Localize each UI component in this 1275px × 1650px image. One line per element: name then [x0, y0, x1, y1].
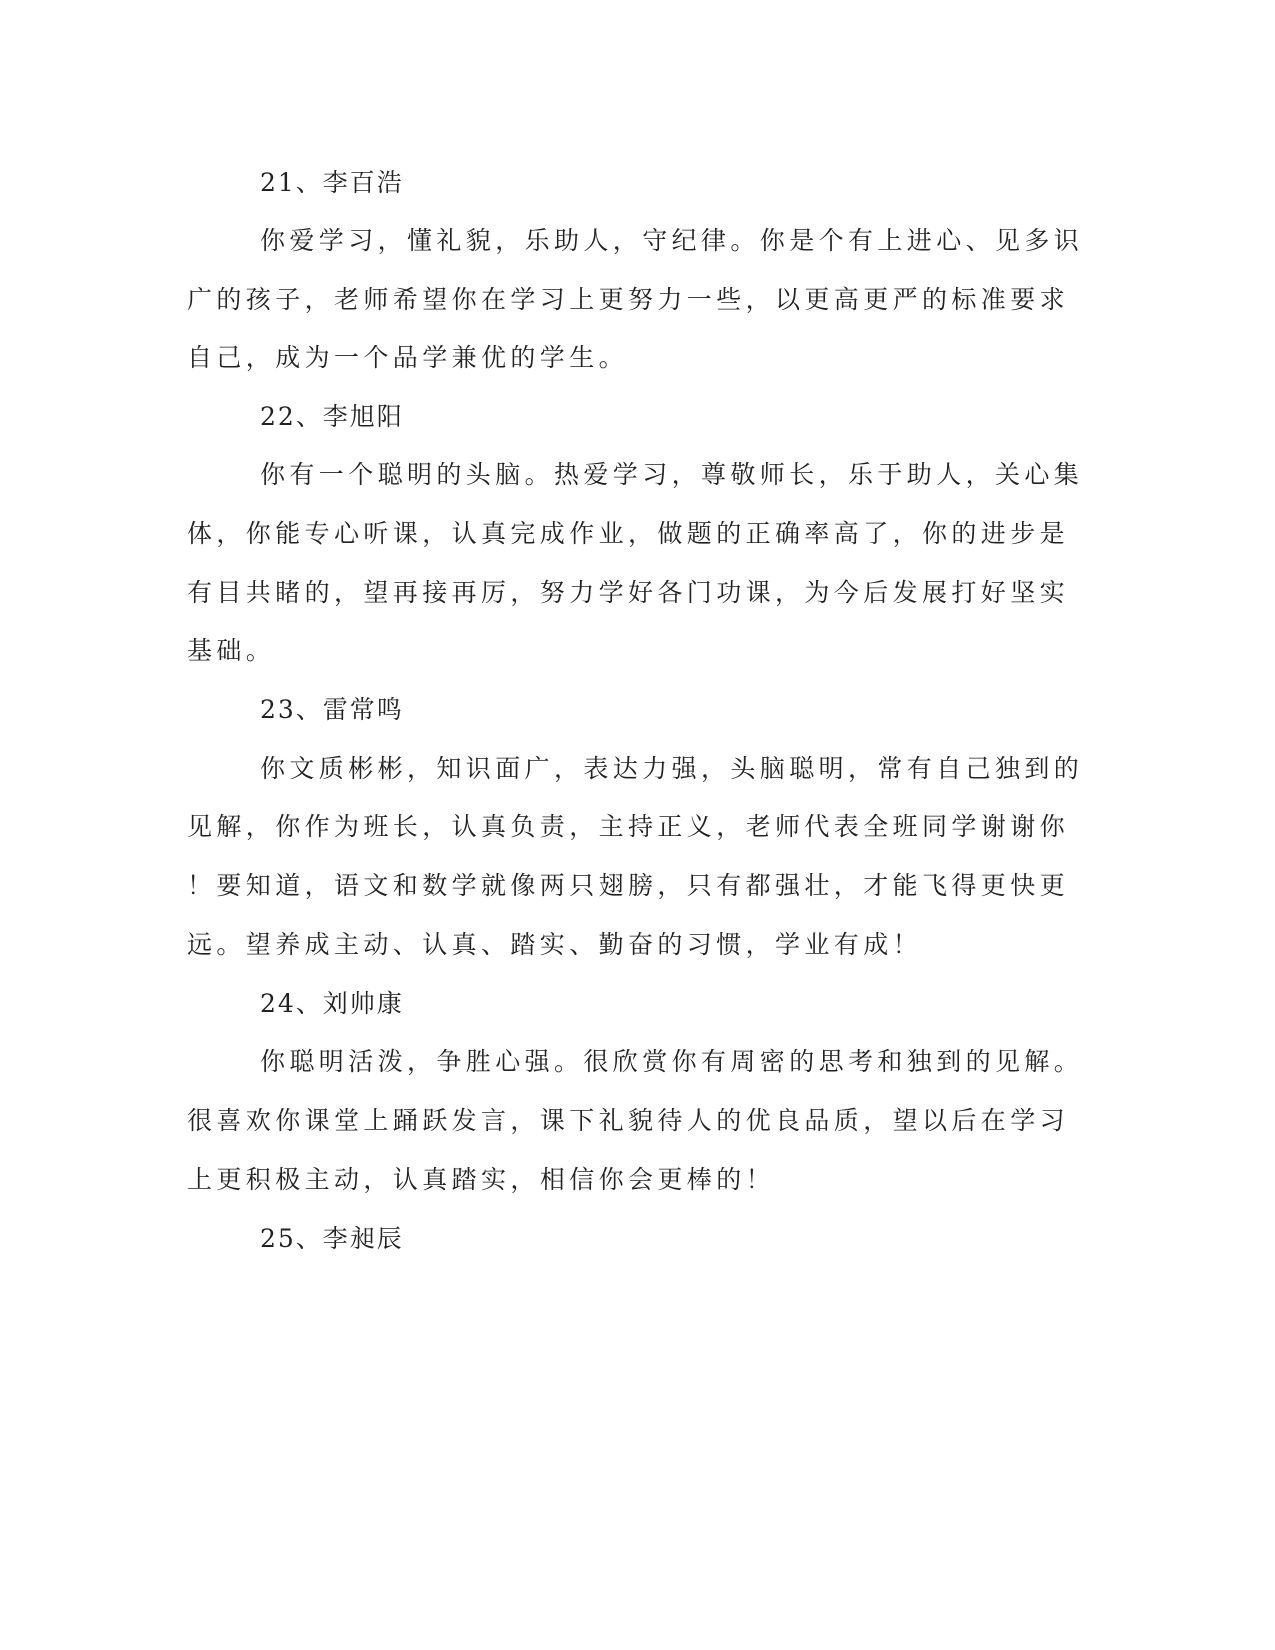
comment-line: 有目共睹的，望再接再厉，努力学好各门功课，为今后发展打好坚实 [187, 578, 1070, 607]
comment-line: 你有一个聪明的头脑。热爱学习，尊敬师长，乐于助人，关心集 [260, 460, 1084, 489]
comment-line: 你文质彬彬，知识面广，表达力强，头脑聪明，常有自己独到的 [260, 754, 1084, 783]
comment-line: 上更积极主动，认真踏实，相信你会更棒的！ [187, 1165, 776, 1194]
entry-heading: 22、李旭阳 [260, 402, 404, 431]
comment-line: 广的孩子，老师希望你在学习上更努力一些，以更高更严的标准要求 [187, 285, 1070, 314]
comment-line: ！要知道，语文和数学就像两只翅膀，只有都强壮，才能飞得更快更 [187, 871, 1070, 900]
entry-heading: 23、雷常鸣 [260, 695, 404, 724]
comment-line: 基础。 [187, 636, 276, 665]
comment-line: 见解，你作为班长，认真负责，主持正义，老师代表全班同学谢谢你 [187, 812, 1070, 841]
comment-line: 自己，成为一个品学兼优的学生。 [187, 343, 629, 372]
entry-heading: 25、李昶辰 [260, 1224, 404, 1253]
comment-line: 很喜欢你课堂上踊跃发言，课下礼貌待人的优良品质，望以后在学习 [187, 1106, 1070, 1135]
comment-line: 你爱学习，懂礼貌，乐助人，守纪律。你是个有上进心、见多识 [260, 226, 1084, 255]
entry-heading: 21、李百浩 [260, 168, 404, 197]
comment-line: 远。望养成主动、认真、踏实、勤奋的习惯，学业有成！ [187, 930, 923, 959]
comment-line: 体，你能专心听课，认真完成作业，做题的正确率高了，你的进步是 [187, 519, 1070, 548]
entry-heading: 24、刘帅康 [260, 989, 404, 1018]
comment-line: 你聪明活泼，争胜心强。很欣赏你有周密的思考和独到的见解。 [260, 1047, 1084, 1076]
